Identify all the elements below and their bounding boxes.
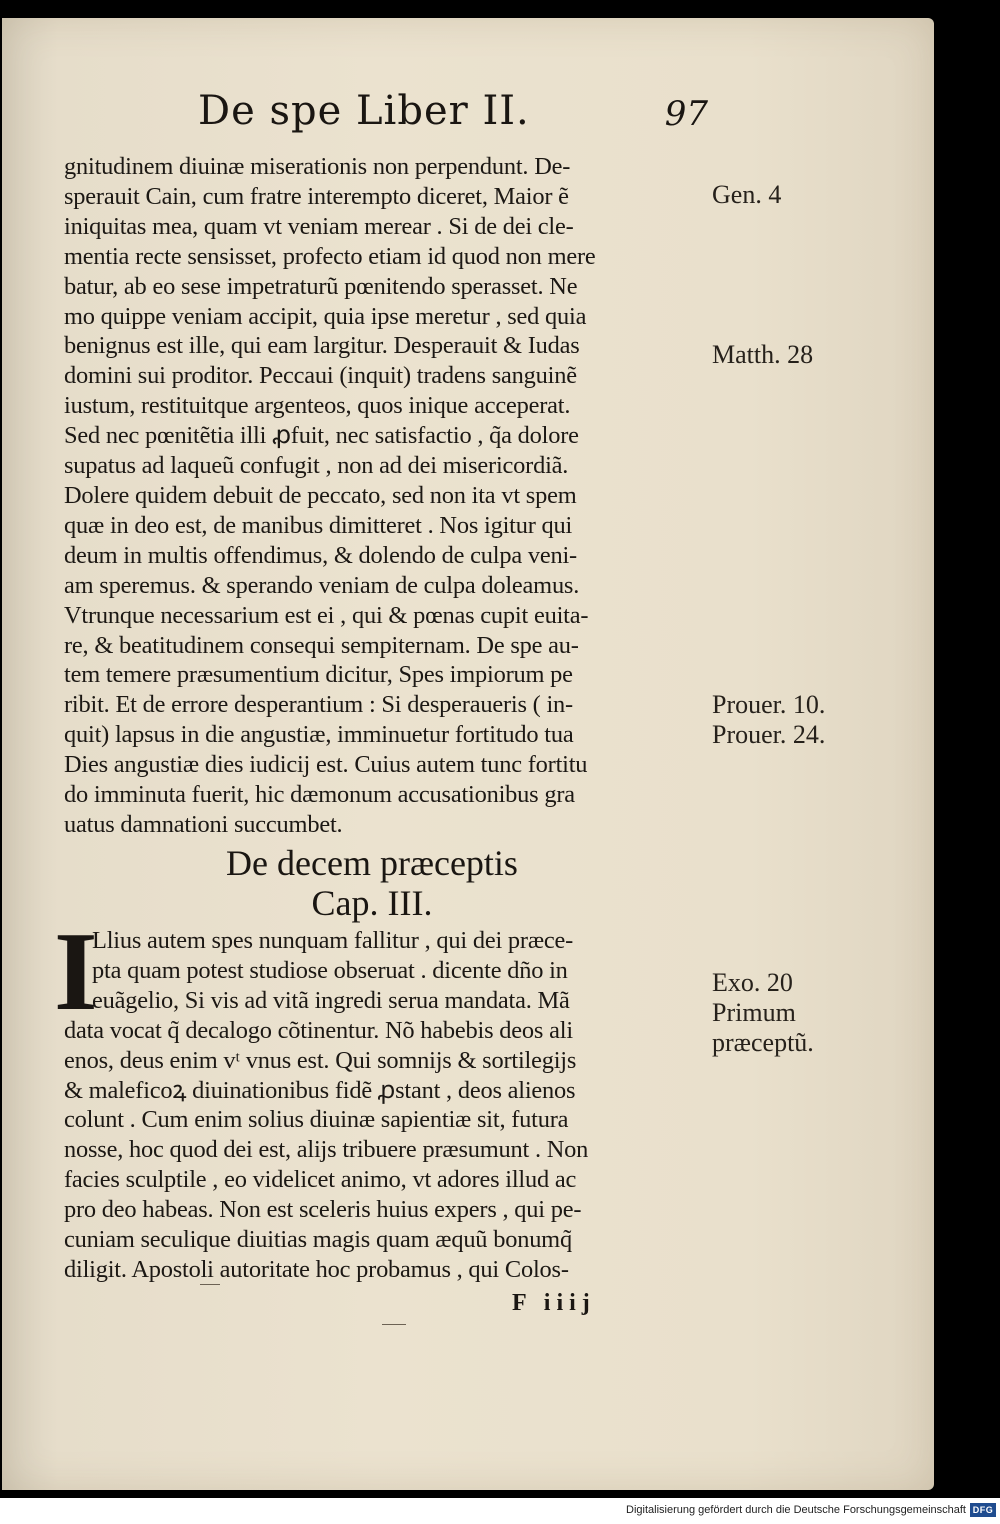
footer-credit: Digitalisierung gefördert durch die Deutsche Forschungsgemeinschaft	[626, 1504, 966, 1516]
ink-mark	[200, 1284, 220, 1285]
text-line: facies sculptile , eo videlicet animo, vt adores illud ac	[64, 1166, 577, 1194]
text-line: nosse, hoc quod dei est, alijs tribuere præsumunt . Non	[64, 1136, 589, 1164]
text-line: Dolere quidem debuit de peccato, sed non ita vt spem	[64, 481, 577, 509]
text-line: re, & beatitudinem consequi sempiternam. De spe au-	[64, 631, 579, 659]
text-line: iustum, restituitque argenteos, quos inique acceperat.	[64, 392, 571, 420]
text-line: Sed nec pœnitẽtia illi ꝓfuit, nec satisfactio , q̃a dolore	[64, 422, 579, 450]
dfg-logo-icon: DFG	[970, 1503, 996, 1517]
text-line: benignus est ille, qui eam largitur. Desperauit & Iudas	[64, 332, 580, 360]
text-block-de-decem-praeceptis	[64, 926, 712, 1285]
marginal-note-prou-1: Prouer. 10.	[712, 690, 826, 719]
drop-cap-initial: I	[54, 910, 98, 1034]
text-line: data vocat q̃ decalogo cõtinentur. Nõ habebis deos ali	[64, 1016, 573, 1044]
marginal-note-praeceptum: præceptũ.	[712, 1028, 814, 1057]
footer-bar	[0, 1498, 1000, 1524]
text-line: supatus ad laqueũ confugit , non ad dei misericordiã.	[64, 452, 569, 480]
book-page	[2, 18, 934, 1490]
text-line: & maleficoꝝ diuinationibus fidẽ ꝓstant , deos alienos	[64, 1076, 576, 1104]
text-line: diligit. Apostoli autoritate hoc probamus , qui Colos-	[64, 1255, 569, 1283]
text-line: quæ in deo est, de manibus dimitteret . Nos igitur qui	[64, 511, 573, 539]
text-line: do imminuta fuerit, hic dæmonum accusationibus gra	[64, 781, 575, 809]
marginal-note-matth: Matth. 28	[712, 340, 814, 369]
text-line: iniquitas mea, quam vt veniam merear . Si de dei cle-	[64, 212, 574, 240]
text-line: euãgelio, Si vis ad vitã ingredi serua mandata. Mã	[92, 986, 570, 1014]
marginal-note-prou-2: Prouer. 24.	[712, 720, 826, 749]
text-line: am speremus. & sperando veniam de culpa doleamus.	[64, 571, 580, 599]
text-line: Llius autem spes nunquam fallitur , qui dei præce-	[92, 927, 574, 954]
page-number: 97	[664, 94, 708, 134]
page-header	[198, 88, 718, 132]
text-line: gnitudinem diuinæ miserationis non perpendunt. De-	[64, 153, 571, 180]
marginal-note-primum: Primum	[712, 998, 796, 1027]
text-line: cuniam seculique diuitias magis quam æquũ bonumq̃	[64, 1226, 572, 1254]
text-line: Vtrunque necessarium est ei , qui & pœnas cupit euita-	[64, 601, 589, 629]
marginal-note-exo: Exo. 20	[712, 968, 793, 997]
text-line: colunt . Cum enim solius diuinæ sapientiæ sit, futura	[64, 1106, 569, 1134]
text-line: mo quippe veniam accipit, quia ipse meretur , sed quia	[64, 302, 587, 330]
text-line: Dies angustiæ dies iudicij est. Cuius autem tunc fortitu	[64, 751, 588, 779]
text-line: batur, ab eo sese impetraturũ pœnitendo sperasset. Ne	[64, 272, 578, 300]
signature-mark: F iiij	[512, 1290, 596, 1316]
marginal-note-gen: Gen. 4	[712, 180, 782, 209]
ink-mark	[382, 1324, 406, 1325]
text-line: sperauit Cain, cum fratre interempto diceret, Maior ẽ	[64, 182, 569, 210]
chapter-title: De decem præceptis	[226, 843, 518, 883]
text-block-de-spe	[64, 152, 712, 840]
text-line: quit) lapsus in die angustiæ, imminuetur fortitudo tua	[64, 721, 574, 749]
text-line: mentia recte sensisset, profecto etiam id quod non mere	[64, 242, 596, 270]
chapter-number: Cap. III.	[311, 883, 433, 923]
text-line: deum in multis offendimus, & dolendo de culpa veni-	[64, 541, 577, 569]
text-line: pro deo habeas. Non est sceleris huius expers , qui pe-	[64, 1196, 582, 1224]
text-line: uatus damnationi succumbet.	[64, 810, 343, 838]
text-line: domini sui proditor. Peccaui (inquit) tradens sanguinẽ	[64, 362, 577, 390]
text-line: ribit. Et de errore desperantium : Si desperaueris ( in-	[64, 691, 573, 719]
running-title: De spe Liber II.	[198, 88, 530, 134]
text-line: pta quam potest studiose obseruat . dicente dño in	[92, 956, 568, 984]
text-line: enos, deus enim vᵗ vnus est. Qui somnijs & sortilegijs	[64, 1046, 577, 1074]
text-line: tem temere præsumentium dicitur, Spes impiorum pe	[64, 661, 573, 689]
